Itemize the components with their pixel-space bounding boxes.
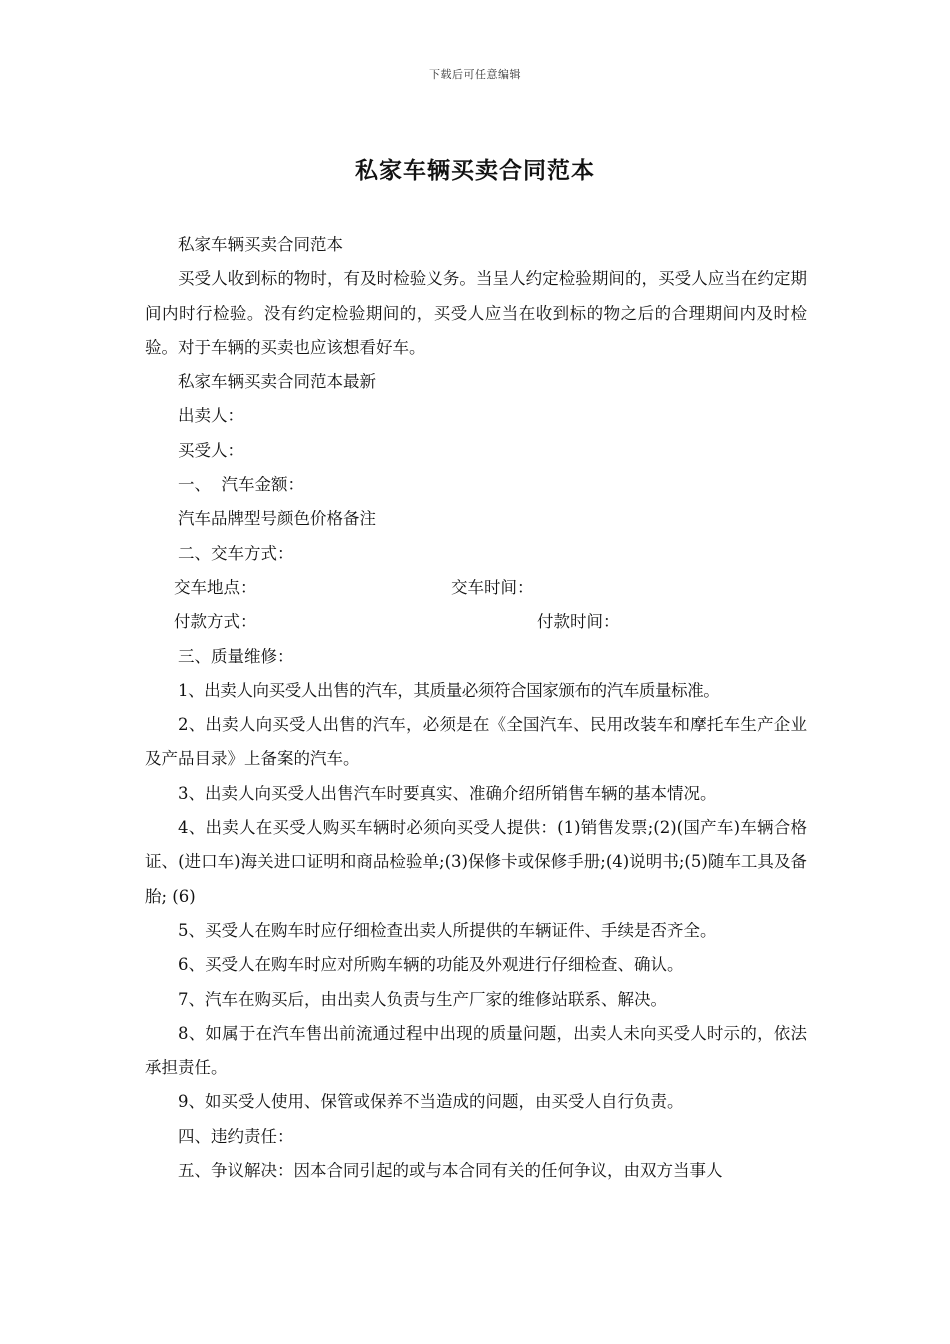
quality-item-7: 7、汽车在购买后，由出卖人负责与生产厂家的维修站联系、解决。	[178, 989, 667, 1009]
quality-item-5: 5、买受人在购车时应仔细检查出卖人所提供的车辆证件、手续是否齐全。	[178, 920, 717, 940]
section-2-heading: 二、交车方式：	[178, 543, 294, 563]
section-4-heading: 四、违约责任：	[178, 1126, 294, 1146]
document-body	[145, 228, 807, 1188]
header-note: 下载后可任意编辑	[429, 68, 521, 81]
car-table-header: 汽车品牌型号颜色价格备注	[178, 509, 376, 529]
payment-row	[145, 605, 807, 639]
document-title: 私家车辆买卖合同范本	[355, 157, 595, 184]
delivery-row	[145, 571, 807, 605]
quality-item-2: 2、出卖人向买受人出售的汽车，必须是在《全国汽车、民用改装车和摩托车生产企业及产品目录》上备案的汽车。	[145, 715, 807, 769]
section-3-heading: 三、质量维修：	[178, 646, 294, 666]
payment-method-label: 付款方式：	[174, 612, 257, 632]
quality-item-4: 4、出卖人在买受人购买车辆时必须向买受人提供：(1)销售发票;(2)(国产车)车辆合格证、(进口车)海关进口证明和商品检验单;(3)保修卡或保修手册;(4)说明书;(5)随车工具及备胎; (6)	[145, 818, 807, 906]
delivery-place-label: 交车地点：	[174, 577, 257, 597]
intro-heading: 私家车辆买卖合同范本	[178, 235, 343, 254]
quality-item-8: 8、如属于在汽车售出前流通过程中出现的质量问题，出卖人未向买受人时示的，依法承担责任。	[145, 1023, 807, 1078]
quality-item-9: 9、如买受人使用、保管或保养不当造成的问题，由买受人自行负责。	[178, 1092, 684, 1112]
quality-item-6: 6、买受人在购车时应对所购车辆的功能及外观进行仔细检查、确认。	[178, 955, 684, 975]
delivery-time-label: 交车时间：	[451, 577, 534, 597]
section-1-heading: 一、 汽车金额：	[178, 475, 304, 495]
seller-line: 出卖人：	[178, 406, 244, 426]
section-5-paragraph: 五、争议解决：因本合同引起的或与本合同有关的任何争议，由双方当事人	[178, 1161, 723, 1181]
intro-paragraph: 买受人收到标的物时，有及时检验义务。当呈人约定检验期间的，买受人应当在约定期间内时行检验。没有约定检验期间的，买受人应当在收到标的物之后的合理期间内及时检验。对于车辆的买卖也应该想看好车。	[145, 269, 807, 357]
buyer-line: 买受人：	[178, 440, 244, 460]
quality-item-3: 3、出卖人向买受人出售汽车时要真实、准确介绍所销售车辆的基本情况。	[178, 783, 717, 803]
contract-subtitle: 私家车辆买卖合同范本最新	[178, 372, 376, 392]
quality-item-1: 1、出卖人向买受人出售的汽车，其质量必须符合国家颁布的汽车质量标准。	[178, 680, 720, 700]
payment-time-label: 付款时间：	[537, 612, 620, 632]
